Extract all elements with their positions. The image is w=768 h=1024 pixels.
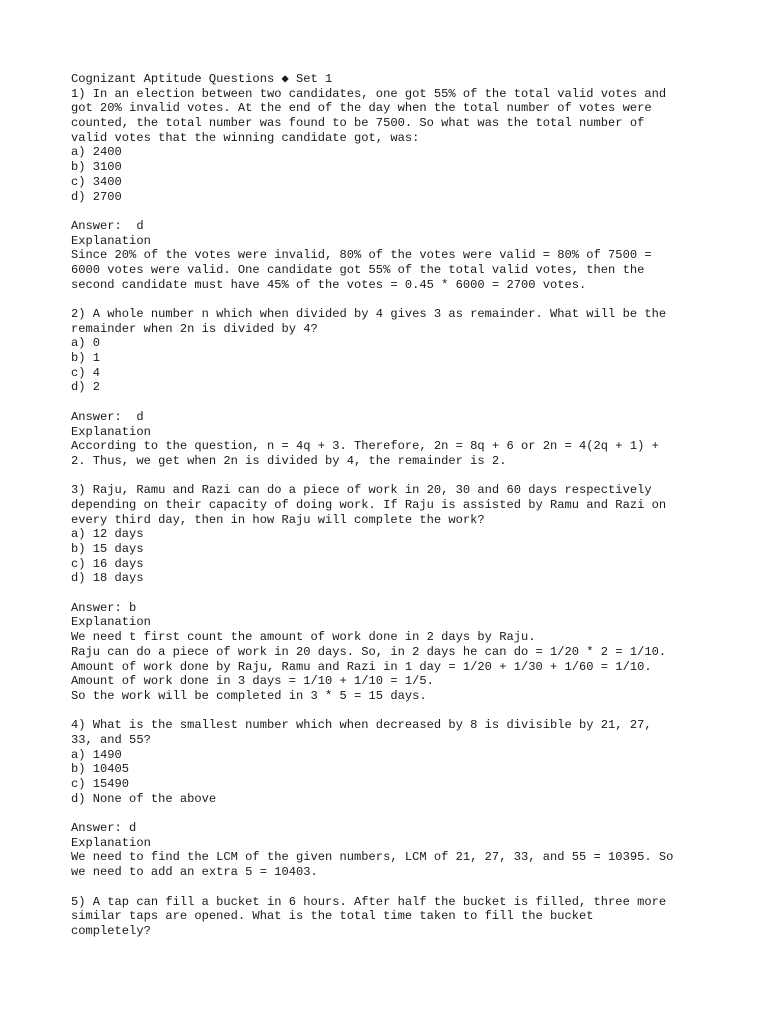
explanation-label: Explanation (71, 835, 151, 850)
explanation-line: We need t first count the amount of work done in 2 days by Raju. (71, 630, 536, 645)
question-3 (71, 483, 711, 703)
answer-line: Answer: d (71, 409, 144, 424)
question-stem-line: 4) What is the smallest number which when decreased by 8 is divisible by 21, 27, (71, 718, 652, 733)
explanation-line: Amount of work done in 3 days = 1/10 + 1/10 = 1/5. (71, 674, 434, 689)
answer-option: c) 3400 (71, 174, 122, 189)
question-1 (71, 87, 711, 293)
question-stem-line: similar taps are opened. What is the total time taken to fill the bucket (71, 909, 594, 924)
question-stem-line: 5) A tap can fill a bucket in 6 hours. After half the bucket is filled, three more (71, 894, 667, 909)
answer-line: Answer: b (71, 600, 137, 615)
answer-option: d) 2 (71, 380, 101, 395)
question-stem-line: every third day, then in how Raju will complete the work? (71, 512, 485, 527)
answer-option: b) 3100 (71, 160, 122, 175)
answer-option: b) 15 days (71, 542, 144, 556)
explanation-line: According to the question, n = 4q + 3. Therefore, 2n = 8q + 6 or 2n = 4(2q + 1) + (71, 439, 659, 454)
answer-option: a) 2400 (71, 145, 122, 160)
question-stem-line: depending on their capacity of doing work. If Raju is assisted by Ramu and Razi on (71, 497, 667, 512)
question-stem-line: remainder when 2n is divided by 4? (71, 321, 318, 336)
explanation-line: we need to add an extra 5 = 10403. (71, 865, 318, 880)
document-title: Cognizant Aptitude Questions ◆ Set 1 (71, 72, 333, 86)
answer-option: d) 18 days (71, 571, 144, 586)
explanation-label: Explanation (71, 615, 151, 630)
question-stem-line: completely? (71, 923, 151, 938)
answer-option: a) 12 days (71, 527, 144, 542)
explanation-line: 2. Thus, we get when 2n is divided by 4, the remainder is 2. (71, 453, 507, 468)
question-stem-line: 1) In an election between two candidates, one got 55% of the total valid votes and (71, 86, 667, 101)
answer-option: d) None of the above (71, 791, 217, 806)
answer-option: d) 2700 (71, 189, 122, 204)
explanation-line: Amount of work done by Raju, Ramu and Razi in 1 day = 1/20 + 1/30 + 1/60 = 1/10. (71, 659, 652, 674)
explanation-label: Explanation (71, 233, 151, 248)
question-stem-line: got 20% invalid votes. At the end of the day when the total number of votes were (71, 101, 652, 116)
answer-option: c) 16 days (71, 556, 144, 571)
answer-line: Answer: d (71, 821, 137, 836)
explanation-line: Raju can do a piece of work in 20 days. So, in 2 days he can do = 1/20 * 2 = 1/10. (71, 644, 667, 659)
question-2 (71, 307, 711, 469)
question-stem-line: counted, the total number was found to be 7500. So what was the total number of (71, 116, 645, 131)
question-stem-line: 3) Raju, Ramu and Razi can do a piece of work in 20, 30 and 60 days respectively (71, 483, 652, 498)
explanation-line: Since 20% of the votes were invalid, 80% of the votes were valid = 80% of 7500 = (71, 248, 652, 263)
answer-option: c) 4 (71, 365, 101, 380)
question-4 (71, 718, 711, 880)
answer-option: b) 10405 (71, 762, 130, 777)
answer-option: a) 0 (71, 336, 101, 351)
document-page (71, 72, 711, 939)
question-stem-line: 33, and 55? (71, 732, 151, 747)
question-stem-line: 2) A whole number n which when divided by 4 gives 3 as remainder. What will be the (71, 307, 667, 321)
answer-option: b) 1 (71, 351, 101, 366)
answer-option: a) 1490 (71, 747, 122, 762)
answer-option: c) 15490 (71, 777, 130, 791)
explanation-line: We need to find the LCM of the given numbers, LCM of 21, 27, 33, and 55 = 10395. So (71, 850, 674, 865)
question-5 (71, 895, 711, 939)
answer-line: Answer: d (71, 218, 144, 233)
explanation-line: second candidate must have 45% of the votes = 0.45 * 6000 = 2700 votes. (71, 277, 587, 292)
explanation-line: So the work will be completed in 3 * 5 = 15 days. (71, 688, 427, 703)
question-stem-line: valid votes that the winning candidate got, was: (71, 130, 420, 145)
explanation-label: Explanation (71, 424, 151, 439)
explanation-line: 6000 votes were valid. One candidate got 55% of the total valid votes, then the (71, 262, 645, 277)
